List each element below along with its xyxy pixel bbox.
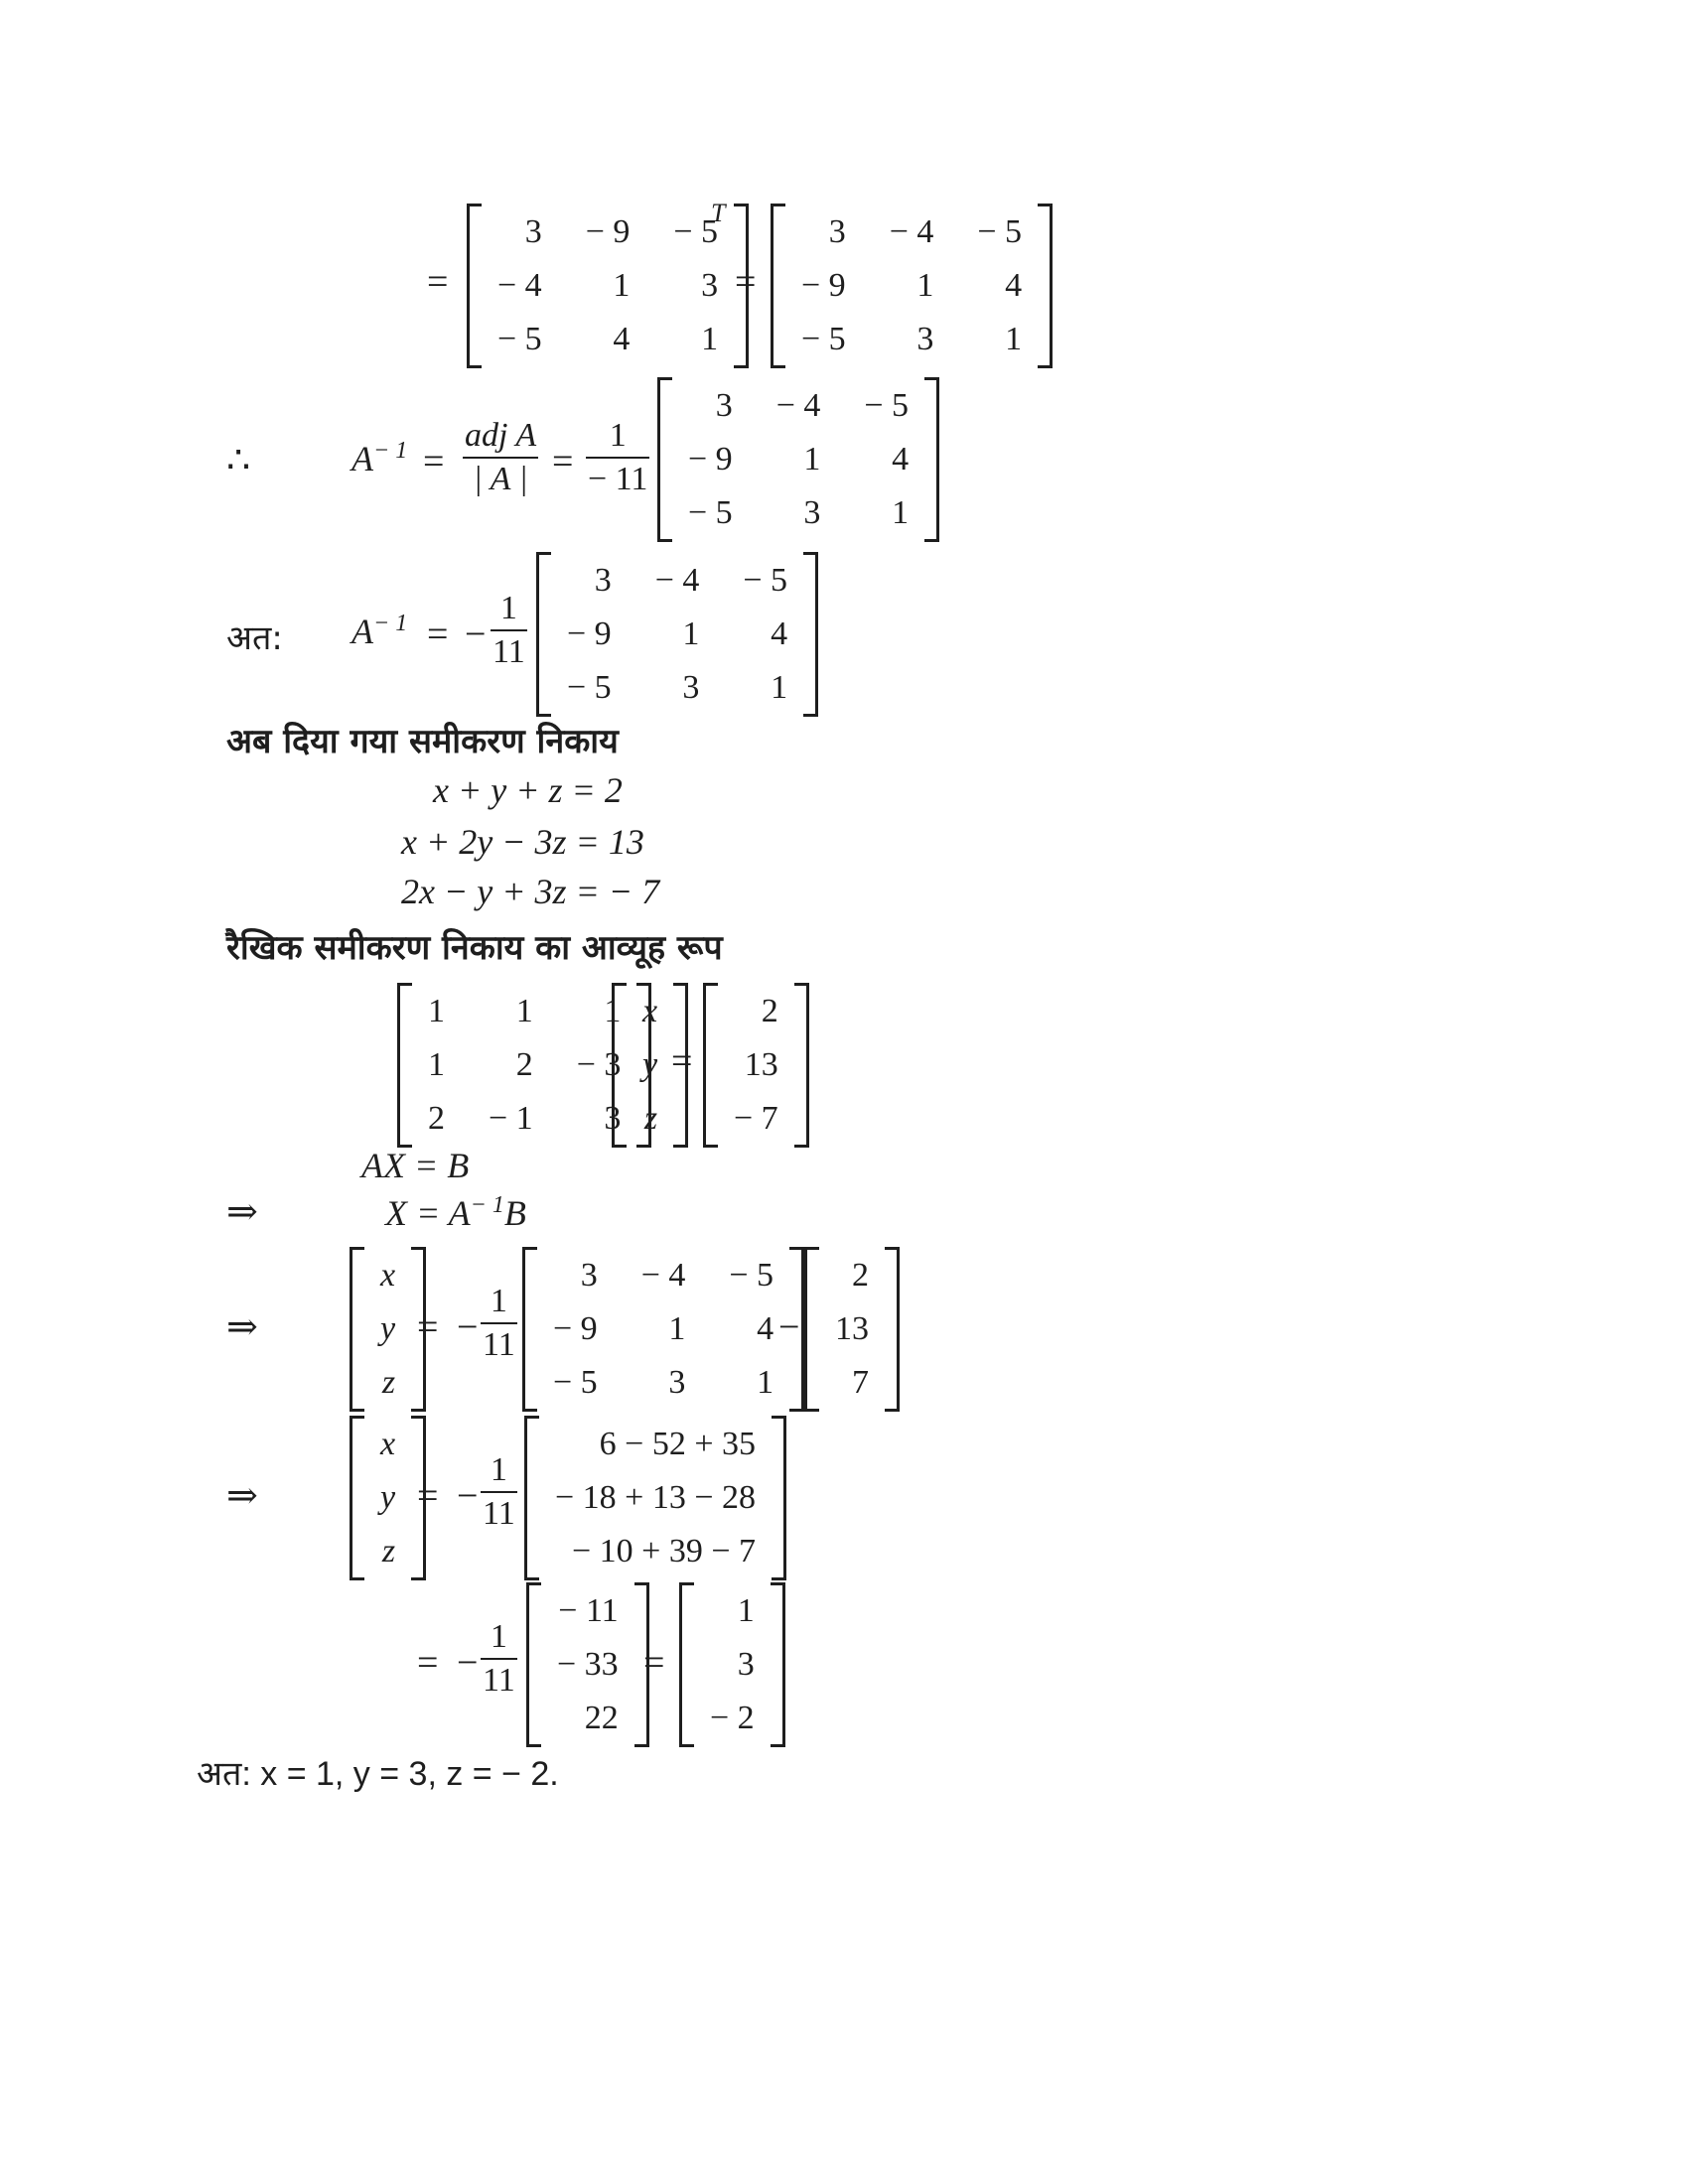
matrix-body — [541, 1582, 634, 1747]
expanded-product-matrix — [524, 1416, 786, 1580]
matrix-left-bracket — [350, 1416, 364, 1580]
matrix-left-bracket — [612, 983, 627, 1148]
matrix-body — [672, 377, 924, 542]
equals-sign: = — [423, 441, 445, 482]
equals-sign: = — [671, 1040, 693, 1082]
matrix-cell: 1 — [668, 1310, 686, 1347]
matrix-cell: y — [380, 1310, 396, 1347]
fraction-denominator: − 11 — [588, 461, 648, 497]
equals-sign: = — [417, 1642, 439, 1684]
matrix-cell: 7 — [852, 1364, 869, 1401]
matrix-left-bracket — [524, 1416, 539, 1580]
adjoint-matrix — [771, 204, 1053, 368]
matrix-cell: 4 — [1005, 267, 1023, 304]
matrix-cell: − 10 + 39 − 7 — [572, 1533, 757, 1570]
one-over-eleven-fraction — [491, 588, 527, 673]
matrix-cell: 3 — [715, 387, 733, 424]
matrix-body — [412, 983, 636, 1148]
system-intro-heading: अब दिया गया समीकरण निकाय — [226, 722, 619, 761]
matrix-cell: x — [380, 1257, 396, 1294]
matrix-cell: 1 — [682, 615, 700, 652]
matrix-left-bracket — [657, 377, 672, 542]
matrix-cell: − 4 — [775, 387, 821, 424]
fraction-numerator: 1 — [609, 417, 627, 454]
matrix-cell: − 5 — [743, 562, 788, 599]
fraction-denominator: 11 — [483, 1495, 515, 1532]
matrix-cell: 3 — [580, 1257, 598, 1294]
equation-1: x + y + z = 2 — [433, 770, 623, 810]
therefore-symbol: ∴ — [226, 440, 251, 481]
equals-sign: = — [417, 1306, 439, 1348]
one-over-minus-eleven-fraction — [586, 415, 649, 500]
matrix-cell: 22 — [584, 1700, 619, 1736]
matrix-cell: 1 — [701, 321, 719, 357]
constant-vector — [703, 983, 809, 1148]
matrix-cell: − 18 + 13 − 28 — [555, 1479, 757, 1516]
matrix-cell: − 9 — [553, 1310, 598, 1347]
matrix-left-bracket — [679, 1582, 694, 1747]
fraction-numerator: 1 — [490, 1618, 507, 1655]
matrix-cell: 6 − 52 + 35 — [599, 1426, 757, 1462]
matrix-cell: − 2 — [710, 1700, 755, 1736]
matrix-cell: − 5 — [673, 213, 719, 250]
matrix-cell: 1 — [515, 993, 533, 1029]
product-vector — [526, 1582, 649, 1747]
matrix-right-bracket — [924, 377, 939, 542]
matrix-cell: − 9 — [567, 615, 612, 652]
matrix-left-bracket — [536, 552, 551, 717]
fraction-denominator: | A | — [473, 461, 528, 497]
matrix-cell: − 5 — [864, 387, 910, 424]
matrix-left-bracket — [397, 983, 412, 1148]
matrix-cell: 2 — [428, 1100, 445, 1137]
matrix-cell: 3 — [604, 1100, 622, 1137]
a-inverse-label: $A^{- 1}$ — [352, 611, 408, 651]
matrix-form-heading: रैखिक समीकरण निकाय का आव्यूह रूप — [226, 928, 723, 968]
matrix-cell: 1 — [892, 494, 910, 531]
matrix-body — [482, 204, 734, 368]
matrix-cell: 3 — [701, 267, 719, 304]
matrix-left-bracket — [771, 204, 785, 368]
matrix-cell: 3 — [828, 213, 846, 250]
matrix-left-bracket — [526, 1582, 541, 1747]
matrix-cell: − 9 — [688, 441, 733, 478]
minus-sign: − — [457, 1642, 479, 1684]
matrix-cell: 13 — [744, 1046, 778, 1083]
adjoint-matrix — [657, 377, 939, 542]
matrix-body — [364, 1416, 411, 1580]
fraction-denominator: 11 — [492, 633, 525, 670]
constant-vector — [804, 1247, 900, 1412]
matrix-cell: − 4 — [889, 213, 934, 250]
matrix-cell: z — [381, 1364, 396, 1401]
matrix-cell: − 5 — [977, 213, 1023, 250]
minus-sign: − — [778, 1306, 800, 1348]
fraction-denominator: 11 — [483, 1662, 515, 1699]
matrix-cell: − 5 — [567, 669, 612, 706]
equation-2: x + 2y − 3z = 13 — [401, 822, 644, 862]
matrix-cell: − 5 — [688, 494, 733, 531]
matrix-cell: − 9 — [585, 213, 631, 250]
matrix-cell: 3 — [594, 562, 612, 599]
inverse-matrix — [536, 552, 818, 717]
matrix-cell: 4 — [757, 1310, 774, 1347]
transpose-superscript: T — [711, 199, 726, 227]
matrix-right-bracket — [794, 983, 809, 1148]
matrix-cell: − 4 — [654, 562, 700, 599]
fraction-numerator: 1 — [490, 1283, 507, 1319]
fraction-denominator: 11 — [483, 1326, 515, 1363]
matrix-left-bracket — [703, 983, 718, 1148]
x-equals-ainv-b: $X = A^{- 1}B$ — [385, 1192, 526, 1233]
matrix-body — [539, 1416, 772, 1580]
a-inverse-label: $A^{- 1}$ — [352, 438, 408, 478]
matrix-right-bracket — [1038, 204, 1053, 368]
equals-sign: = — [735, 261, 757, 303]
matrix-left-bracket — [350, 1247, 364, 1412]
one-over-eleven-fraction — [481, 1281, 517, 1366]
matrix-body — [785, 204, 1038, 368]
matrix-left-bracket — [522, 1247, 537, 1412]
equals-sign: = — [427, 614, 449, 655]
matrix-cell: z — [381, 1533, 396, 1570]
adj-over-det-fraction — [463, 415, 538, 500]
variable-vector — [350, 1416, 426, 1580]
matrix-cell: 4 — [613, 321, 631, 357]
matrix-cell: 3 — [803, 494, 821, 531]
matrix-cell: − 3 — [576, 1046, 622, 1083]
matrix-cell: 2 — [515, 1046, 533, 1083]
matrix-cell: 2 — [852, 1257, 869, 1294]
matrix-cell: 13 — [835, 1310, 869, 1347]
matrix-cell: 1 — [428, 993, 445, 1029]
hence-label: अत: — [226, 618, 283, 658]
matrix-cell: x — [642, 993, 658, 1029]
variable-vector — [350, 1247, 426, 1412]
ax-equals-b: AX = B — [361, 1146, 470, 1185]
equation-3: 2x − y + 3z = − 7 — [401, 872, 660, 911]
matrix-cell: − 5 — [497, 321, 542, 357]
matrix-cell: − 5 — [801, 321, 846, 357]
matrix-body — [537, 1247, 789, 1412]
implies-arrow: ⇒ — [226, 1306, 258, 1348]
matrix-cell: 3 — [668, 1364, 686, 1401]
matrix-left-bracket — [467, 204, 482, 368]
implies-arrow: ⇒ — [226, 1475, 258, 1517]
matrix-cell: 1 — [604, 993, 622, 1029]
minus-sign: − — [457, 1306, 479, 1348]
matrix-body — [718, 983, 794, 1148]
matrix-right-bracket — [771, 1582, 785, 1747]
equals-sign: = — [417, 1475, 439, 1517]
matrix-cell: 1 — [737, 1592, 755, 1629]
matrix-cell: − 1 — [489, 1100, 533, 1137]
matrix-body — [694, 1582, 771, 1747]
equals-sign: = — [643, 1642, 665, 1684]
matrix-cell: 1 — [803, 441, 821, 478]
matrix-right-bracket — [803, 552, 818, 717]
matrix-cell: 1 — [428, 1046, 445, 1083]
one-over-eleven-fraction — [481, 1616, 517, 1702]
matrix-cell: 1 — [613, 267, 631, 304]
fraction-numerator: 1 — [490, 1451, 507, 1488]
matrix-cell: − 4 — [640, 1257, 686, 1294]
matrix-cell: 1 — [916, 267, 934, 304]
one-over-eleven-fraction — [481, 1449, 517, 1535]
matrix-cell: 3 — [916, 321, 934, 357]
matrix-body — [627, 983, 673, 1148]
matrix-cell: − 4 — [497, 267, 542, 304]
matrix-cell: 3 — [682, 669, 700, 706]
matrix-cell: − 33 — [557, 1646, 619, 1683]
cofactor-matrix — [467, 204, 749, 368]
matrix-cell: y — [642, 1046, 658, 1083]
inverse-matrix — [522, 1247, 804, 1412]
matrix-body — [364, 1247, 411, 1412]
matrix-cell: 2 — [761, 993, 778, 1029]
minus-sign: − — [465, 614, 487, 655]
matrix-cell: − 7 — [734, 1100, 778, 1137]
minus-sign: − — [457, 1475, 479, 1517]
matrix-body — [819, 1247, 885, 1412]
matrix-cell: − 5 — [729, 1257, 774, 1294]
matrix-cell: z — [643, 1100, 658, 1137]
final-answer: अत: x = 1, y = 3, z = − 2. — [197, 1755, 559, 1793]
implies-arrow: ⇒ — [226, 1191, 258, 1233]
equals-sign: = — [427, 261, 449, 303]
matrix-cell: 1 — [771, 669, 788, 706]
matrix-cell: − 11 — [558, 1592, 619, 1629]
matrix-cell: 4 — [892, 441, 910, 478]
matrix-cell: y — [380, 1479, 396, 1516]
equals-sign: = — [552, 441, 574, 482]
matrix-cell: 1 — [757, 1364, 774, 1401]
matrix-cell: 3 — [737, 1646, 755, 1683]
matrix-cell: 1 — [1005, 321, 1023, 357]
fraction-numerator: 1 — [499, 590, 517, 626]
solution-vector — [679, 1582, 785, 1747]
matrix-cell: x — [380, 1426, 396, 1462]
matrix-body — [551, 552, 803, 717]
matrix-right-bracket — [772, 1416, 786, 1580]
matrix-cell: − 5 — [553, 1364, 598, 1401]
matrix-left-bracket — [804, 1247, 819, 1412]
matrix-cell: 4 — [771, 615, 788, 652]
matrix-cell: 3 — [524, 213, 542, 250]
fraction-numerator: adj A — [465, 417, 537, 454]
matrix-right-bracket — [885, 1247, 900, 1412]
matrix-cell: − 9 — [801, 267, 846, 304]
